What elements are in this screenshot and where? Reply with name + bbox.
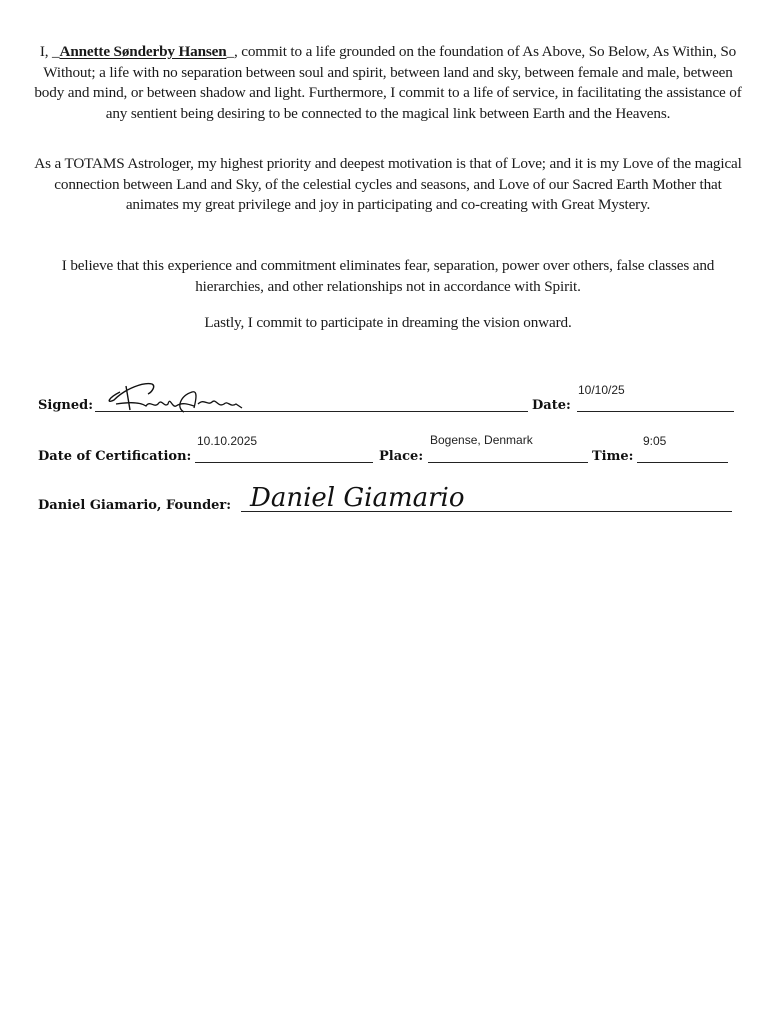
time-line	[637, 462, 728, 463]
commitment-paragraph-4: Lastly, I commit to participate in dreaming the vision onward.	[204, 314, 572, 331]
commitment-paragraph-3: I believe that this experience and commitment eliminates fear, separation, power over others, false classes and hierarchies, and other relationships not in accordance with Spirit.	[61, 257, 715, 295]
founder-signature	[248, 478, 508, 514]
certification-label: Date of Certification:	[38, 449, 192, 464]
commitment-paragraph-1	[30, 42, 746, 124]
paragraph-prefix: I,	[39, 43, 53, 60]
founder-label: Daniel Giamario, Founder:	[38, 498, 232, 513]
certification-value[interactable]: 10.10.2025	[197, 434, 258, 448]
paragraph-1-text: , commit to a life grounded on the foundation of As Above, So Below, As Within, So Without; a life with no separation between soul and spirit, between land and sky, between female and male, between body and mind, or between shadow and light. Furthermore, I commit to a life of service, in facilitating the assistance of any sentient being desiring to be connected to the magical link between Earth and the Heavens.	[34, 43, 742, 122]
place-line	[428, 462, 588, 463]
signed-label: Signed:	[38, 398, 94, 413]
date-line	[577, 411, 734, 412]
signed-signature	[100, 378, 260, 416]
place-label: Place:	[379, 449, 424, 464]
founder-signature-text: Daniel Giamario	[250, 483, 465, 513]
certification-line	[195, 462, 373, 463]
commitment-paragraph-2: As a TOTAMS Astrologer, my highest priority and deepest motivation is that of Love; and it is my Love of the magical connection between Land and Sky, of the celestial cycles and seasons, and Love of our Sacred Earth Mother that animates my great privilege and joy in participating and co-creating with Great Mystery.	[34, 155, 742, 213]
date-value[interactable]: 10/10/25	[578, 383, 625, 397]
place-value[interactable]: Bogense, Denmark	[430, 433, 533, 447]
time-value[interactable]: 9:05	[643, 434, 667, 448]
date-label: Date:	[532, 398, 571, 413]
signer-name: Annette Sønderby Hansen	[59, 43, 227, 60]
time-label: Time:	[592, 449, 634, 464]
name-underscore-lead: _	[52, 43, 60, 60]
name-underscore-trail: _	[226, 43, 234, 60]
